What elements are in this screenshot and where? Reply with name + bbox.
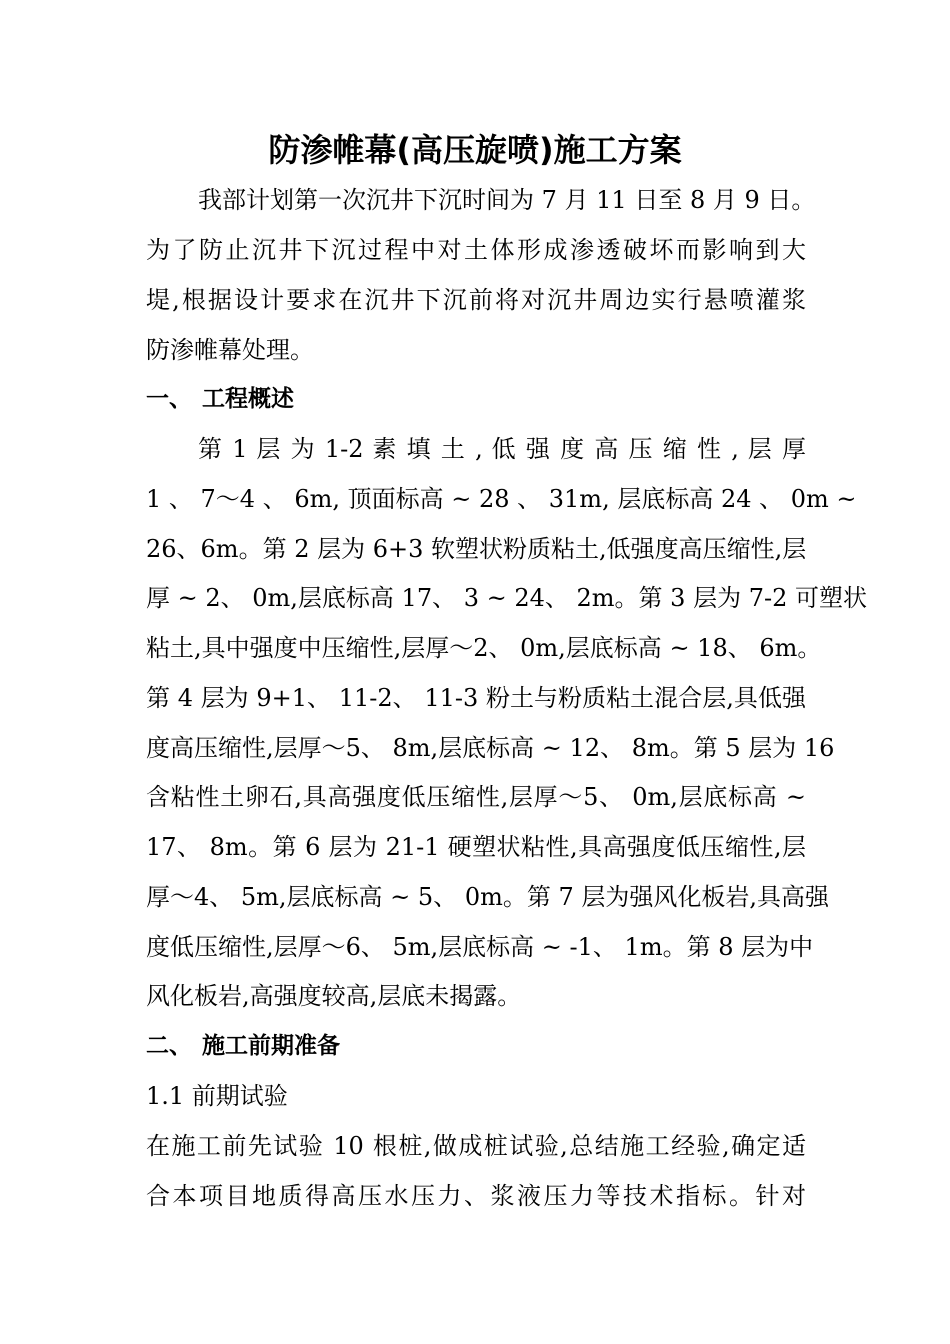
overview-line: 第 4 层为 9+1、 11-2、 11-3 粉土与粉质粘土混合层,具低强: [146, 684, 806, 712]
section-number: 二、: [146, 1033, 192, 1059]
section-heading-overview: [146, 383, 806, 415]
document-title: 防渗帷幕(高压旋喷)施工方案: [268, 131, 682, 169]
section-title: 工程概述: [202, 386, 294, 412]
intro-line: 防渗帷幕处理。: [146, 336, 314, 364]
section-heading-preparation: [146, 1030, 806, 1062]
preparation-line: 在施工前先试验 10 根桩,做成桩试验,总结施工经验,确定适: [146, 1132, 806, 1160]
intro-line: 我部计划第一次沉井下沉时间为 7 月 11 日至 8 月 9 日。: [198, 186, 816, 214]
overview-line: 度低压缩性,层厚～6、 5m,层底标高 ~ -1、 1m。第 8 层为中: [146, 933, 814, 961]
section-number: 一、: [146, 386, 192, 412]
overview-line: 度高压缩性,层厚～5、 8m,层底标高 ~ 12、 8m。第 5 层为 16: [146, 734, 835, 762]
overview-line: 厚～4、 5m,层底标高 ~ 5、 0m。第 7 层为强风化板岩,具高强: [146, 883, 830, 911]
overview-line: 第 1 层 为 1-2 素 填 土 , 低 强 度 高 压 缩 性 , 层 厚: [198, 435, 806, 463]
intro-line: 堤,根据设计要求在沉井下沉前将对沉井周边实行悬喷灌浆: [146, 286, 806, 314]
overview-line: 1 、 7～4 、 6m, 顶面标高 ~ 28 、 31m, 层底标高 24 、 0m ~: [146, 485, 857, 513]
overview-line: 粘土,具中强度中压缩性,层厚～2、 0m,层底标高 ~ 18、 6m。: [146, 634, 822, 662]
subsection-title: 1.1 前期试验: [146, 1082, 288, 1110]
overview-line: 风化板岩,高强度较高,层底未揭露。: [146, 982, 522, 1010]
overview-line: 厚 ~ 2、 0m,层底标高 17、 3 ~ 24、 2m。第 3 层为 7-2 可塑状: [146, 584, 867, 612]
overview-line: 含粘性土卵石,具高强度低压缩性,层厚～5、 0m,层底标高 ~: [146, 783, 806, 811]
overview-line: 17、 8m。第 6 层为 21-1 硬塑状粘性,具高强度低压缩性,层: [146, 833, 806, 861]
intro-line: 为了防止沉井下沉过程中对土体形成渗透破坏而影响到大: [146, 236, 806, 264]
preparation-line: 合本项目地质得高压水压力、浆液压力等技术指标。针对: [146, 1182, 806, 1210]
section-title: 施工前期准备: [202, 1033, 340, 1059]
overview-line: 26、6m。第 2 层为 6+3 软塑状粉质粘土,低强度高压缩性,层: [146, 535, 807, 563]
